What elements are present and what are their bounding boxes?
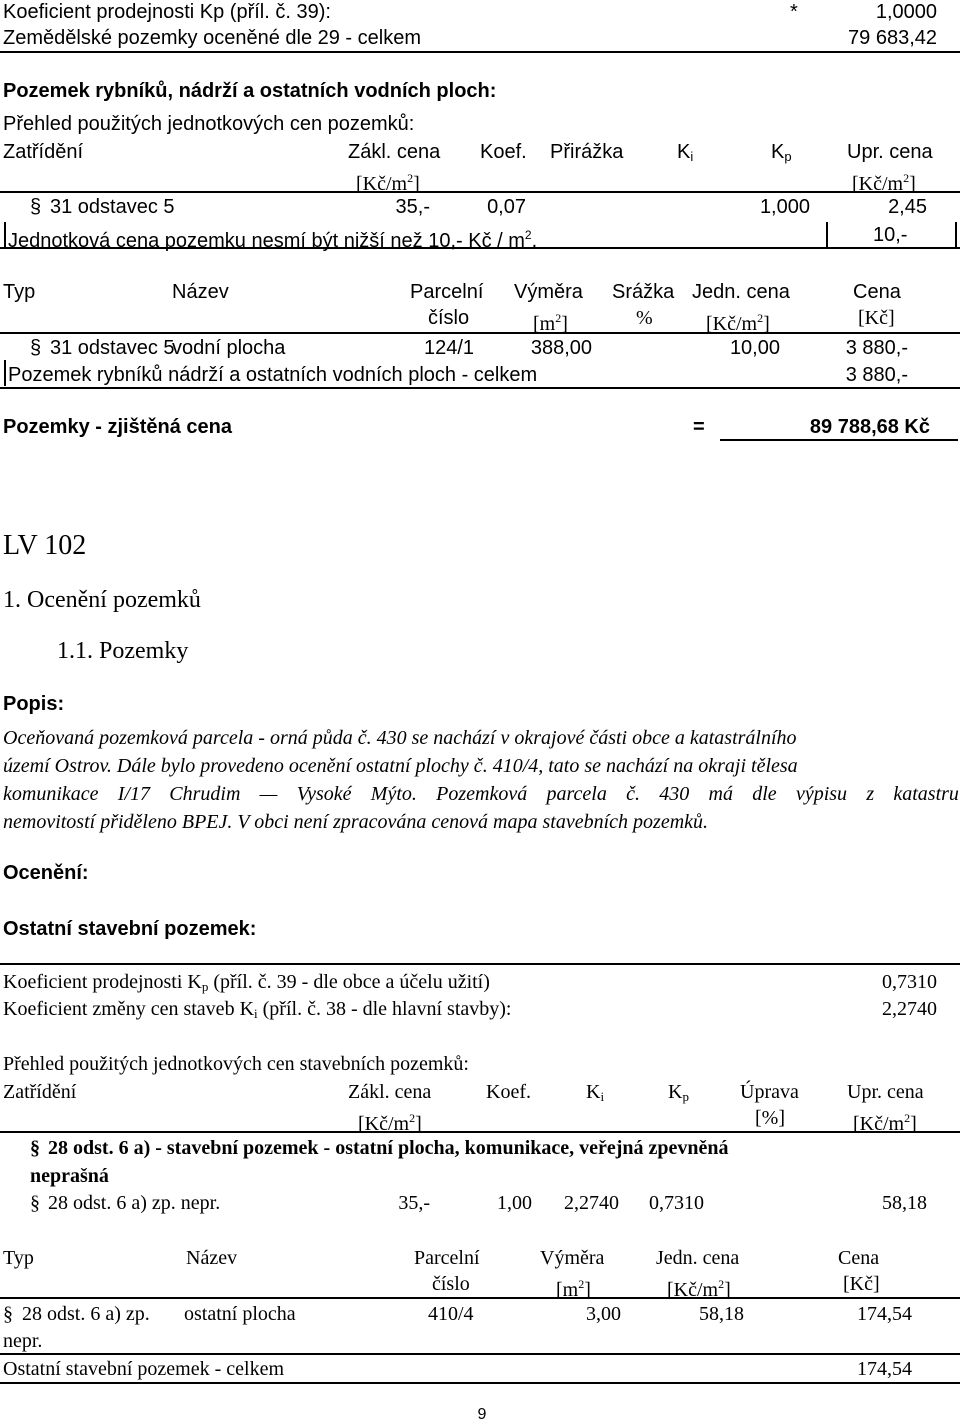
oceneni-label: Ocenění:: [3, 862, 89, 884]
oc-col-adj: Upr. cena: [847, 1081, 924, 1103]
land-total-eq: =: [693, 416, 705, 438]
divider: [0, 963, 960, 965]
oc-col-kp: $K_p$: [668, 1081, 689, 1104]
oc-th-area-unit: $[m^2]$: [556, 1277, 591, 1301]
row-parcel: 124/1: [424, 337, 475, 359]
popis-line-3: komunikace I/17 Chrudim — Vysoké Mýto. Pozemková parcela č. 430 má dle výpisu z katastru: [3, 783, 959, 805]
popis-line-4: nemovitostí přiděleno BPEJ. V obci není zpracována cenová mapa stavebních pozemků.: [3, 811, 709, 833]
oc-price-ki: 2,2740: [564, 1192, 619, 1214]
ponds-heading: Pozemek rybníků, nádrží a ostatních vodních ploch:: [3, 80, 497, 102]
oc-th-unit-price-unit: $[Kč/m^2]$: [667, 1277, 731, 1301]
oc-col-base-unit: $[Kč/m^2]$: [358, 1111, 422, 1135]
oc-price-base: 35,-: [398, 1192, 430, 1214]
row-unit: 10,00: [729, 337, 780, 359]
th-discount-unit: %: [636, 307, 653, 329]
col-kp: $K_p$: [771, 141, 792, 164]
th-area-unit: $[m^2]$: [533, 311, 568, 335]
lv-title: LV 102: [3, 530, 87, 561]
popis-line-2: území Ostrov. Dále bylo provedeno ocenění ostatní plochy č. 410/4, tato se nachází na okraji tělesa: [3, 755, 798, 777]
price-kp: 1,000: [759, 196, 810, 218]
oc-row-parcel: 410/4: [428, 1303, 474, 1325]
section-mark: §: [30, 337, 42, 359]
divider: [0, 247, 960, 249]
oc-col-adj-unit: $[Kč/m^2]$: [853, 1111, 917, 1135]
col-adj-unit: $[Kč/m^2]$: [852, 171, 916, 195]
section-mark: §: [30, 1137, 40, 1159]
min-price-value: 10,-: [873, 224, 908, 246]
oc-row-type: 28 odst. 6 a) zp.: [22, 1303, 150, 1325]
price-adj: 2,45: [888, 196, 927, 218]
col-surcharge: Přirážka: [550, 141, 624, 163]
th-parcel-2: číslo: [428, 307, 470, 329]
zem-value: 79 683,42: [848, 27, 937, 49]
page-number: 9: [477, 1406, 487, 1423]
th-unit-price-unit: $[Kč/m^2]$: [706, 311, 770, 335]
divider: [720, 439, 958, 441]
oc-col-class: Zatřídění: [3, 1081, 77, 1103]
price-class: 31 odstavec 5: [50, 196, 175, 218]
kp-value: 1,0000: [875, 1, 937, 23]
oc-col-ki: $K_i$: [586, 1081, 605, 1104]
oc-th-area: Výměra: [540, 1247, 605, 1269]
divider: [0, 387, 960, 389]
divider: [0, 191, 960, 193]
kp-label: Koeficient prodejnosti Kp (příl. č. 39):: [3, 1, 331, 23]
ponds-total-value: 3 880,-: [845, 364, 908, 386]
section-mark: §: [30, 196, 42, 218]
oc-th-parcel-2: číslo: [432, 1273, 470, 1295]
coef2-label: Koeficient změny cen staveb $K_i$ (příl. č. 38 - dle hlavní stavby):: [3, 998, 512, 1021]
coef1-label: Koeficient prodejnosti $K_p$ (příl. č. 39 - dle obce a účelu užití): [3, 971, 490, 994]
land-total-value: 89 788,68 Kč: [809, 416, 930, 438]
oc-th-price: Cena: [838, 1247, 880, 1269]
kp-star: *: [790, 1, 798, 23]
oc-price-kp: 0,7310: [649, 1192, 704, 1214]
divider: [0, 1297, 960, 1299]
oc-col-base: Zákl. cena: [348, 1081, 432, 1103]
price-koef: 0,07: [487, 196, 526, 218]
min-price-note: Jednotková cena pozemku nesmí být nižší než 10,- Kč / $m^2$.: [8, 228, 538, 252]
oc-col-uprava: Úprava: [740, 1081, 799, 1103]
row-price: 3 880,-: [845, 337, 908, 359]
oc-row-unit: 58,18: [699, 1303, 744, 1325]
rule: [4, 222, 6, 248]
section-mark: §: [3, 1303, 13, 1325]
divider: [0, 1131, 960, 1133]
oc-price-class: 28 odst. 6 a) zp. nepr.: [48, 1192, 221, 1214]
th-name: Název: [172, 281, 229, 303]
row-name: vodní plocha: [172, 337, 286, 359]
lv-heading-2: 1.1. Pozemky: [57, 638, 189, 664]
oc-th-unit-price: Jedn. cena: [656, 1247, 740, 1269]
rule: [955, 222, 957, 248]
row-type: 31 odstavec 5: [50, 337, 175, 359]
oc-price-koef: 1,00: [497, 1192, 532, 1214]
rule: [4, 360, 6, 386]
th-price: Cena: [853, 281, 901, 303]
divider: [0, 1353, 960, 1355]
section-mark: §: [30, 1192, 40, 1214]
th-area: Výměra: [514, 281, 583, 303]
oc-row-price: 174,54: [857, 1303, 912, 1325]
oc-total-label: Ostatní stavební pozemek - celkem: [3, 1358, 285, 1380]
col-class: Zatřídění: [3, 141, 84, 163]
divider: [0, 332, 960, 334]
divider: [0, 51, 960, 53]
col-base-unit: $[Kč/m^2]$: [356, 171, 420, 195]
oc-row-type-2: nepr.: [3, 1330, 43, 1352]
land-total-label: Pozemky - zjištěná cena: [3, 416, 232, 438]
col-ki: $K_i$: [677, 141, 694, 164]
popis-label: Popis:: [3, 693, 65, 715]
th-parcel: Parcelní: [410, 281, 484, 303]
oc-col-uprava-unit: [%]: [755, 1107, 785, 1129]
group-heading-1: 28 odst. 6 a) - stavební pozemek - ostatní plocha, komunikace, veřejná zpevněná: [48, 1137, 729, 1159]
col-base: Zákl. cena: [348, 141, 441, 163]
rule: [826, 222, 828, 248]
oc-th-price-unit: [Kč]: [843, 1273, 880, 1295]
oc-th-name: Název: [186, 1247, 238, 1269]
oc-col-koef: Koef.: [486, 1081, 531, 1103]
coef2-value: 2,2740: [882, 998, 937, 1020]
oc-prices-title: Přehled použitých jednotkových cen stavebních pozemků:: [3, 1053, 469, 1075]
popis-line-1: Oceňovaná pozemková parcela - orná půda č. 430 se nachází v okrajové části obce a katastrálního: [3, 727, 797, 749]
th-price-unit: [Kč]: [858, 307, 895, 329]
th-unit-price: Jedn. cena: [692, 281, 790, 303]
col-adj: Upr. cena: [847, 141, 933, 163]
col-koef: Koef.: [480, 141, 527, 163]
oc-row-area: 3,00: [586, 1303, 621, 1325]
th-discount: Srážka: [612, 281, 675, 303]
row-area: 388,00: [530, 337, 592, 359]
oc-th-type: Typ: [3, 1247, 34, 1269]
oc-price-adj: 58,18: [882, 1192, 927, 1214]
coef1-value: 0,7310: [882, 971, 937, 993]
lv-heading-1: 1. Ocenění pozemků: [3, 587, 201, 613]
zem-label: Zemědělské pozemky oceněné dle 29 - celkem: [3, 27, 421, 49]
group-heading-2: neprašná: [30, 1165, 109, 1187]
th-type: Typ: [3, 281, 36, 303]
divider: [0, 1382, 960, 1384]
oceneni-subheading: Ostatní stavební pozemek:: [3, 918, 257, 940]
price-base: 35,-: [395, 196, 430, 218]
oc-row-name: ostatní plocha: [184, 1303, 296, 1325]
oc-th-parcel: Parcelní: [414, 1247, 480, 1269]
ponds-total-label: Pozemek rybníků nádrží a ostatních vodních ploch - celkem: [8, 364, 538, 386]
oc-total-value: 174,54: [857, 1358, 912, 1380]
ponds-prices-title: Přehled použitých jednotkových cen pozemků:: [3, 113, 415, 135]
